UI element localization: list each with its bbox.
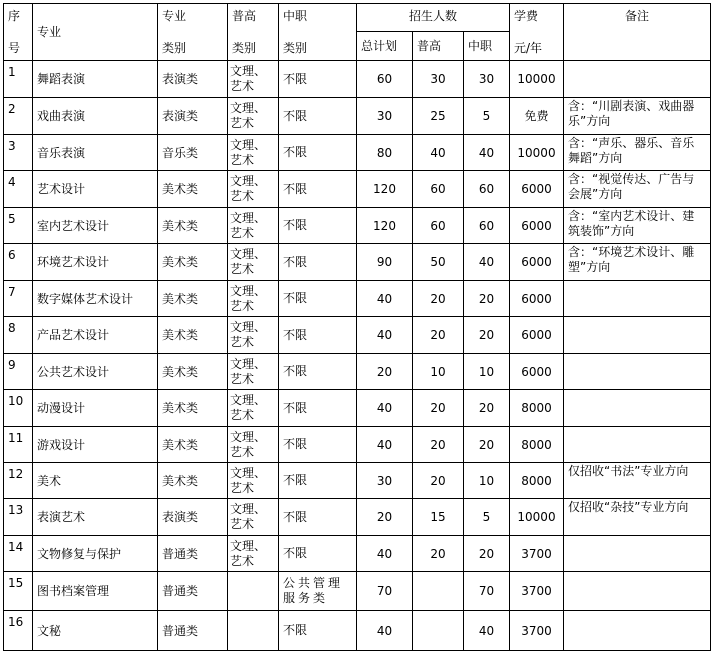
note xyxy=(564,536,711,572)
major-name: 美术 xyxy=(33,463,158,499)
row-no: 16 xyxy=(4,611,33,651)
note: 含：“声乐、器乐、音乐舞蹈”方向 xyxy=(564,135,711,171)
enroll-vocational: 20 xyxy=(464,536,510,572)
tuition: 10000 xyxy=(510,499,564,536)
enroll-vocational: 60 xyxy=(464,208,510,244)
header-enroll: 招生人数 xyxy=(357,4,510,32)
general-type: 文理、艺术 xyxy=(228,244,279,281)
note xyxy=(564,317,711,354)
enroll-general: 30 xyxy=(413,61,464,98)
major-type: 普通类 xyxy=(158,536,228,572)
tuition: 3700 xyxy=(510,611,564,651)
table-row xyxy=(4,135,711,171)
note: 含：“川剧表演、戏曲器乐”方向 xyxy=(564,98,711,135)
label: 类别 xyxy=(283,41,308,55)
label: 类别 xyxy=(162,41,187,55)
vocational-type: 不限 xyxy=(279,427,357,463)
major-type: 美术类 xyxy=(158,208,228,244)
tuition: 3700 xyxy=(510,572,564,611)
enroll-vocational: 20 xyxy=(464,427,510,463)
table-row xyxy=(4,611,711,651)
general-type: 文理、艺术 xyxy=(228,281,279,317)
header-vocational-type xyxy=(279,4,357,61)
enroll-general: 60 xyxy=(413,208,464,244)
general-type: 文理、艺术 xyxy=(228,536,279,572)
header-seq-1: 序 xyxy=(8,9,21,23)
major-type: 美术类 xyxy=(158,171,228,208)
table-row xyxy=(4,61,711,98)
tuition: 8000 xyxy=(510,463,564,499)
major-type: 表演类 xyxy=(158,98,228,135)
enroll-vocational: 10 xyxy=(464,354,510,390)
row-no: 1 xyxy=(4,61,33,98)
enroll-general: 10 xyxy=(413,354,464,390)
major-type: 音乐类 xyxy=(158,135,228,171)
vocational-type: 不限 xyxy=(279,281,357,317)
major-type: 美术类 xyxy=(158,463,228,499)
major-name: 艺术设计 xyxy=(33,171,158,208)
major-name: 文秘 xyxy=(33,611,158,651)
row-no: 14 xyxy=(4,536,33,572)
general-type: 文理、艺术 xyxy=(228,354,279,390)
tuition: 10000 xyxy=(510,135,564,171)
note xyxy=(564,427,711,463)
note: 含：“室内艺术设计、建筑装饰”方向 xyxy=(564,208,711,244)
general-type: 文理、艺术 xyxy=(228,61,279,98)
note: 仅招收“杂技”专业方向 xyxy=(564,499,711,536)
major-type: 表演类 xyxy=(158,61,228,98)
vocational-type: 不限 xyxy=(279,171,357,208)
header-seq xyxy=(4,4,33,61)
row-no: 2 xyxy=(4,98,33,135)
header-row xyxy=(4,4,711,32)
enroll-total: 40 xyxy=(357,281,413,317)
vocational-type: 不限 xyxy=(279,354,357,390)
major-name: 公共艺术设计 xyxy=(33,354,158,390)
major-name: 环境艺术设计 xyxy=(33,244,158,281)
enroll-total: 20 xyxy=(357,354,413,390)
label: 普高 xyxy=(232,9,257,23)
row-no: 10 xyxy=(4,390,33,427)
label: 类别 xyxy=(232,41,257,55)
enroll-total: 120 xyxy=(357,208,413,244)
row-no: 12 xyxy=(4,463,33,499)
vocational-type: 不限 xyxy=(279,390,357,427)
tuition: 6000 xyxy=(510,317,564,354)
enroll-total: 90 xyxy=(357,244,413,281)
enroll-vocational: 5 xyxy=(464,499,510,536)
tuition: 免费 xyxy=(510,98,564,135)
tuition: 8000 xyxy=(510,390,564,427)
note xyxy=(564,390,711,427)
row-no: 3 xyxy=(4,135,33,171)
tuition: 8000 xyxy=(510,427,564,463)
enroll-total: 40 xyxy=(357,611,413,651)
major-name: 戏曲表演 xyxy=(33,98,158,135)
enroll-vocational: 20 xyxy=(464,390,510,427)
vocational-type: 公共管理服务类 xyxy=(279,572,357,611)
label: 中职 xyxy=(283,9,308,23)
tuition: 6000 xyxy=(510,244,564,281)
table-row xyxy=(4,499,711,536)
vocational-type: 不限 xyxy=(279,536,357,572)
header-enroll-total: 总计划 xyxy=(357,32,413,61)
general-type: 文理、艺术 xyxy=(228,208,279,244)
note xyxy=(564,281,711,317)
enroll-total: 40 xyxy=(357,390,413,427)
general-type: 文理、艺术 xyxy=(228,317,279,354)
general-type xyxy=(228,572,279,611)
enroll-general: 20 xyxy=(413,390,464,427)
enroll-general: 60 xyxy=(413,171,464,208)
tuition: 6000 xyxy=(510,208,564,244)
major-type: 美术类 xyxy=(158,281,228,317)
row-no: 15 xyxy=(4,572,33,611)
general-type: 文理、艺术 xyxy=(228,390,279,427)
enroll-total: 40 xyxy=(357,536,413,572)
table-row xyxy=(4,390,711,427)
enroll-general: 15 xyxy=(413,499,464,536)
vocational-type: 不限 xyxy=(279,98,357,135)
row-no: 7 xyxy=(4,281,33,317)
vocational-type: 不限 xyxy=(279,244,357,281)
header-enroll-general: 普高 xyxy=(413,32,464,61)
enroll-general xyxy=(413,611,464,651)
table-row xyxy=(4,427,711,463)
major-name: 动漫设计 xyxy=(33,390,158,427)
general-type: 文理、艺术 xyxy=(228,499,279,536)
header-major-type xyxy=(158,4,228,61)
row-no: 8 xyxy=(4,317,33,354)
enroll-vocational: 10 xyxy=(464,463,510,499)
major-type: 普通类 xyxy=(158,572,228,611)
enroll-general: 20 xyxy=(413,317,464,354)
vocational-type: 不限 xyxy=(279,61,357,98)
enroll-general xyxy=(413,572,464,611)
major-name: 音乐表演 xyxy=(33,135,158,171)
enroll-total: 70 xyxy=(357,572,413,611)
major-type: 表演类 xyxy=(158,499,228,536)
vocational-type: 不限 xyxy=(279,611,357,651)
major-type: 普通类 xyxy=(158,611,228,651)
major-type: 美术类 xyxy=(158,354,228,390)
general-type: 文理、艺术 xyxy=(228,171,279,208)
major-name: 文物修复与保护 xyxy=(33,536,158,572)
header-enroll-vocational: 中职 xyxy=(464,32,510,61)
tuition: 6000 xyxy=(510,354,564,390)
row-no: 4 xyxy=(4,171,33,208)
general-type: 文理、艺术 xyxy=(228,98,279,135)
label: 元/年 xyxy=(514,41,543,55)
enroll-total: 30 xyxy=(357,463,413,499)
enroll-vocational: 30 xyxy=(464,61,510,98)
note xyxy=(564,354,711,390)
general-type: 文理、艺术 xyxy=(228,463,279,499)
header-general-type xyxy=(228,4,279,61)
note: 含：“视觉传达、广告与会展”方向 xyxy=(564,171,711,208)
major-type: 美术类 xyxy=(158,317,228,354)
vocational-type: 不限 xyxy=(279,208,357,244)
major-name: 舞蹈表演 xyxy=(33,61,158,98)
enroll-total: 30 xyxy=(357,98,413,135)
enroll-total: 40 xyxy=(357,317,413,354)
enrollment-table xyxy=(3,3,711,651)
note xyxy=(564,611,711,651)
vocational-type: 不限 xyxy=(279,317,357,354)
major-name: 产品艺术设计 xyxy=(33,317,158,354)
note xyxy=(564,61,711,98)
table-row xyxy=(4,244,711,281)
enroll-total: 40 xyxy=(357,427,413,463)
major-name: 室内艺术设计 xyxy=(33,208,158,244)
row-no: 13 xyxy=(4,499,33,536)
row-no: 11 xyxy=(4,427,33,463)
enroll-total: 60 xyxy=(357,61,413,98)
table-row xyxy=(4,317,711,354)
enroll-general: 20 xyxy=(413,281,464,317)
vocational-type: 不限 xyxy=(279,135,357,171)
major-type: 美术类 xyxy=(158,390,228,427)
note xyxy=(564,572,711,611)
label: 学费 xyxy=(514,9,539,23)
major-name: 游戏设计 xyxy=(33,427,158,463)
vocational-type: 不限 xyxy=(279,463,357,499)
table-row xyxy=(4,536,711,572)
table-row xyxy=(4,171,711,208)
table-row xyxy=(4,354,711,390)
table-row xyxy=(4,208,711,244)
major-name: 表演艺术 xyxy=(33,499,158,536)
enroll-vocational: 40 xyxy=(464,244,510,281)
tuition: 6000 xyxy=(510,281,564,317)
enroll-total: 20 xyxy=(357,499,413,536)
table-row xyxy=(4,463,711,499)
table-row xyxy=(4,572,711,611)
enroll-general: 50 xyxy=(413,244,464,281)
major-name: 图书档案管理 xyxy=(33,572,158,611)
header-tuition xyxy=(510,4,564,61)
enroll-general: 20 xyxy=(413,463,464,499)
major-name: 数字媒体艺术设计 xyxy=(33,281,158,317)
table-row xyxy=(4,98,711,135)
general-type: 文理、艺术 xyxy=(228,427,279,463)
tuition: 6000 xyxy=(510,171,564,208)
enroll-vocational: 20 xyxy=(464,281,510,317)
enroll-vocational: 40 xyxy=(464,135,510,171)
general-type: 文理、艺术 xyxy=(228,135,279,171)
enroll-general: 20 xyxy=(413,427,464,463)
enroll-vocational: 70 xyxy=(464,572,510,611)
header-notes: 备注 xyxy=(564,4,711,61)
header-major: 专业 xyxy=(33,4,158,61)
tuition: 3700 xyxy=(510,536,564,572)
row-no: 6 xyxy=(4,244,33,281)
enroll-vocational: 60 xyxy=(464,171,510,208)
enroll-total: 80 xyxy=(357,135,413,171)
enroll-vocational: 20 xyxy=(464,317,510,354)
row-no: 5 xyxy=(4,208,33,244)
tuition: 10000 xyxy=(510,61,564,98)
label: 专业 xyxy=(162,9,187,23)
enroll-general: 20 xyxy=(413,536,464,572)
enroll-vocational: 40 xyxy=(464,611,510,651)
note: 仅招收“书法”专业方向 xyxy=(564,463,711,499)
row-no: 9 xyxy=(4,354,33,390)
table-row xyxy=(4,281,711,317)
note: 含：“环境艺术设计、雕塑”方向 xyxy=(564,244,711,281)
header-seq-2: 号 xyxy=(8,41,21,55)
enroll-vocational: 5 xyxy=(464,98,510,135)
major-type: 美术类 xyxy=(158,427,228,463)
enroll-general: 40 xyxy=(413,135,464,171)
enroll-general: 25 xyxy=(413,98,464,135)
major-type: 美术类 xyxy=(158,244,228,281)
vocational-type: 不限 xyxy=(279,499,357,536)
enroll-total: 120 xyxy=(357,171,413,208)
general-type xyxy=(228,611,279,651)
